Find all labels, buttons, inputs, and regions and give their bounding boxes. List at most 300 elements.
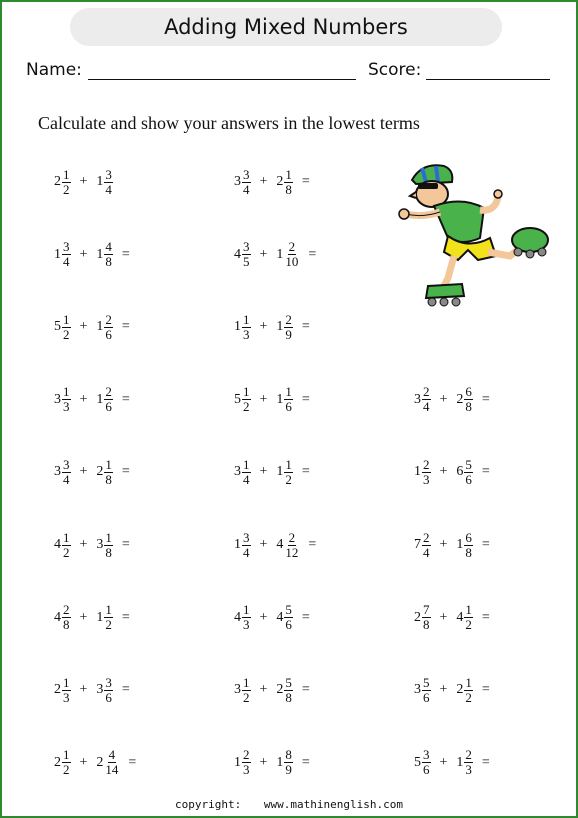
fraction — [62, 385, 71, 414]
whole-part: 1 — [276, 391, 284, 407]
fraction — [242, 385, 251, 414]
mixed-number — [96, 313, 113, 342]
mixed-number — [96, 458, 113, 487]
problem — [234, 673, 310, 707]
denominator: 2 — [243, 689, 250, 705]
denominator: 10 — [285, 254, 299, 270]
fraction — [242, 676, 251, 705]
fraction — [242, 240, 251, 269]
problem — [234, 165, 310, 199]
fraction — [464, 748, 473, 777]
denominator: 2 — [63, 326, 70, 342]
mixed-number — [414, 748, 431, 777]
numerator: 1 — [105, 602, 112, 618]
plus-sign: + — [259, 319, 268, 335]
numerator: 1 — [63, 674, 70, 690]
mixed-number — [456, 458, 473, 487]
whole-part: 1 — [96, 246, 104, 262]
denominator: 9 — [285, 326, 292, 342]
plus-sign: + — [79, 319, 88, 335]
whole-part: 2 — [276, 682, 284, 698]
denominator: 8 — [423, 617, 430, 633]
name-field[interactable] — [88, 79, 356, 80]
whole-part: 2 — [54, 174, 61, 189]
numerator: 2 — [423, 529, 430, 545]
fraction — [104, 748, 119, 777]
numerator: 3 — [423, 747, 430, 763]
numerator: 2 — [423, 456, 430, 472]
fraction — [464, 676, 473, 705]
plus-sign: + — [439, 682, 448, 698]
denominator: 2 — [285, 471, 292, 487]
mixed-number — [456, 531, 473, 560]
numerator: 8 — [285, 747, 292, 763]
mixed-number — [54, 385, 71, 414]
equals-sign: = — [121, 464, 130, 480]
denominator: 6 — [105, 689, 112, 705]
equals-sign: = — [481, 682, 490, 698]
denominator: 2 — [243, 399, 250, 415]
problem — [414, 746, 490, 780]
denominator: 2 — [63, 762, 70, 778]
denominator: 8 — [285, 181, 292, 197]
denominator: 4 — [243, 471, 250, 487]
problem — [54, 238, 130, 272]
numerator: 1 — [105, 456, 112, 472]
denominator: 8 — [285, 689, 292, 705]
plus-sign: + — [79, 609, 88, 625]
fraction — [242, 603, 251, 632]
numerator: 1 — [243, 602, 250, 618]
numerator: 4 — [105, 239, 112, 255]
fraction — [62, 240, 71, 269]
whole-part: 7 — [414, 537, 421, 552]
mixed-number — [276, 313, 293, 342]
numerator: 5 — [285, 674, 292, 690]
fraction — [284, 603, 293, 632]
whole-part: 5 — [414, 754, 421, 770]
footer-website-link[interactable]: www.mathinenglish.com — [263, 798, 403, 811]
problem — [54, 746, 136, 780]
fraction — [422, 676, 431, 705]
numerator: 1 — [285, 384, 292, 400]
denominator: 6 — [423, 762, 430, 778]
plus-sign: + — [259, 174, 268, 189]
problem — [234, 310, 310, 344]
numerator: 2 — [105, 384, 112, 400]
equals-sign: = — [121, 391, 130, 407]
whole-part: 2 — [54, 754, 61, 770]
plus-sign: + — [439, 609, 448, 625]
footer — [0, 798, 578, 811]
fraction — [62, 168, 71, 197]
plus-sign: + — [79, 174, 88, 189]
plus-sign: + — [259, 682, 268, 698]
equals-sign: = — [121, 609, 130, 625]
fraction — [284, 748, 293, 777]
fraction — [104, 603, 113, 632]
numerator: 1 — [285, 166, 292, 182]
plus-sign: + — [439, 464, 448, 480]
numerator: 2 — [465, 747, 472, 763]
mixed-number — [456, 748, 473, 777]
equals-sign: = — [481, 609, 490, 625]
plus-sign: + — [259, 754, 268, 770]
mixed-number — [54, 458, 71, 487]
problem — [54, 528, 130, 562]
numerator: 1 — [63, 529, 70, 545]
mixed-number — [456, 676, 473, 705]
equals-sign: = — [301, 609, 310, 625]
denominator: 2 — [63, 544, 70, 560]
denominator: 4 — [63, 471, 70, 487]
fraction — [284, 313, 293, 342]
whole-part: 3 — [414, 391, 421, 407]
numerator: 1 — [243, 456, 250, 472]
problem — [414, 673, 490, 707]
mixed-number — [234, 603, 251, 632]
fraction — [242, 748, 251, 777]
whole-part: 1 — [456, 537, 464, 552]
fraction — [284, 676, 293, 705]
mixed-number — [276, 385, 293, 414]
fraction — [422, 531, 431, 560]
problem — [54, 165, 113, 199]
fraction — [464, 531, 473, 560]
problem — [234, 601, 310, 635]
numerator: 1 — [63, 747, 70, 763]
whole-part: 3 — [234, 682, 241, 698]
denominator: 6 — [285, 399, 292, 415]
equals-sign: = — [301, 174, 310, 189]
mixed-number — [234, 531, 251, 560]
numerator: 3 — [243, 529, 250, 545]
whole-part: 3 — [234, 464, 241, 480]
plus-sign: + — [79, 754, 88, 770]
mixed-number — [96, 748, 119, 777]
mixed-number — [96, 603, 113, 632]
numerator: 2 — [288, 529, 296, 545]
whole-part: 2 — [96, 754, 104, 770]
numerator: 3 — [63, 239, 70, 255]
whole-part: 4 — [276, 609, 284, 625]
fraction — [62, 676, 71, 705]
numerator: 6 — [465, 384, 472, 400]
plus-sign: + — [439, 391, 448, 407]
problem — [414, 383, 490, 417]
fraction — [464, 385, 473, 414]
mixed-number — [414, 676, 431, 705]
fraction — [242, 458, 251, 487]
equals-sign: = — [301, 464, 310, 480]
whole-part: 4 — [456, 609, 464, 625]
problem — [414, 455, 490, 489]
equals-sign: = — [308, 537, 317, 552]
mixed-number — [54, 676, 71, 705]
mixed-number — [54, 168, 71, 197]
whole-part: 3 — [54, 464, 61, 480]
equals-sign: = — [481, 537, 490, 552]
problem — [414, 601, 490, 635]
fraction — [422, 748, 431, 777]
fraction — [104, 531, 113, 560]
equals-sign: = — [301, 754, 310, 770]
equals-sign: = — [308, 246, 317, 262]
denominator: 2 — [465, 617, 472, 633]
denominator: 6 — [105, 326, 112, 342]
fraction — [422, 385, 431, 414]
equals-sign: = — [301, 682, 310, 698]
mixed-number — [96, 676, 113, 705]
whole-part: 3 — [234, 174, 241, 189]
problem — [234, 383, 310, 417]
whole-part: 2 — [276, 174, 284, 189]
whole-part: 5 — [234, 391, 241, 407]
plus-sign: + — [79, 391, 88, 407]
mixed-number — [234, 385, 251, 414]
mixed-number — [96, 240, 113, 269]
equals-sign: = — [481, 391, 490, 407]
equals-sign: = — [121, 246, 130, 262]
numerator: 1 — [465, 602, 472, 618]
denominator: 8 — [105, 471, 112, 487]
problem — [234, 528, 316, 562]
problem — [54, 455, 130, 489]
numerator: 1 — [63, 166, 70, 182]
whole-part: 2 — [456, 682, 464, 698]
plus-sign: + — [439, 537, 448, 552]
whole-part: 4 — [54, 609, 61, 625]
fraction — [104, 313, 113, 342]
numerator: 2 — [105, 311, 112, 327]
mixed-number — [234, 313, 251, 342]
fraction — [62, 313, 71, 342]
numerator: 1 — [63, 384, 70, 400]
score-label: Score: — [368, 60, 422, 80]
whole-part: 1 — [276, 464, 284, 480]
footer-copyright: copyright: — [175, 798, 242, 811]
denominator: 6 — [423, 689, 430, 705]
denominator: 6 — [105, 399, 112, 415]
mixed-number — [234, 748, 251, 777]
fraction — [104, 168, 113, 197]
fraction — [62, 531, 71, 560]
denominator: 14 — [105, 762, 119, 778]
plus-sign: + — [79, 464, 88, 480]
problem — [414, 528, 490, 562]
mixed-number — [456, 603, 473, 632]
whole-part: 1 — [414, 464, 421, 480]
numerator: 7 — [423, 602, 430, 618]
numerator: 1 — [285, 456, 292, 472]
mixed-number — [96, 531, 113, 560]
denominator: 4 — [423, 399, 430, 415]
numerator: 1 — [243, 674, 250, 690]
whole-part: 1 — [276, 246, 284, 262]
mixed-number — [234, 168, 251, 197]
numerator: 4 — [108, 747, 116, 763]
whole-part: 1 — [234, 537, 241, 552]
whole-part: 3 — [414, 682, 421, 698]
mixed-number — [456, 385, 473, 414]
mixed-number — [96, 168, 113, 197]
problem — [54, 673, 130, 707]
fraction — [104, 240, 113, 269]
instructions: Calculate and show your answers in the lowest terms — [38, 113, 420, 133]
score-field[interactable] — [426, 79, 550, 80]
whole-part: 1 — [96, 609, 104, 625]
mixed-number — [276, 168, 293, 197]
fraction — [422, 458, 431, 487]
equals-sign: = — [301, 319, 310, 335]
mixed-number — [96, 385, 113, 414]
equals-sign: = — [481, 754, 490, 770]
plus-sign: + — [79, 246, 88, 262]
whole-part: 5 — [54, 319, 61, 335]
mixed-number — [234, 676, 251, 705]
mixed-number — [234, 458, 251, 487]
numerator: 1 — [243, 384, 250, 400]
denominator: 8 — [105, 544, 112, 560]
numerator: 5 — [285, 602, 292, 618]
denominator: 3 — [465, 762, 472, 778]
mixed-number — [54, 748, 71, 777]
plus-sign: + — [259, 464, 268, 480]
plus-sign: + — [259, 246, 268, 262]
fraction — [62, 458, 71, 487]
numerator: 2 — [63, 602, 70, 618]
whole-part: 4 — [234, 609, 241, 625]
whole-part: 3 — [54, 391, 61, 407]
page-title-text: Adding Mixed Numbers — [164, 15, 408, 39]
equals-sign: = — [301, 391, 310, 407]
denominator: 9 — [285, 762, 292, 778]
whole-part: 1 — [456, 754, 464, 770]
whole-part: 4 — [54, 537, 61, 552]
whole-part: 1 — [276, 754, 284, 770]
denominator: 12 — [285, 544, 299, 560]
denominator: 3 — [63, 689, 70, 705]
whole-part: 6 — [456, 464, 464, 480]
whole-part: 3 — [96, 682, 104, 698]
denominator: 3 — [243, 617, 250, 633]
equals-sign: = — [128, 754, 137, 770]
mixed-number — [54, 531, 71, 560]
numerator: 3 — [63, 456, 70, 472]
plus-sign: + — [259, 391, 268, 407]
plus-sign: + — [259, 537, 268, 552]
denominator: 8 — [63, 617, 70, 633]
mixed-number — [54, 240, 71, 269]
fraction — [284, 458, 293, 487]
denominator: 4 — [63, 254, 70, 270]
equals-sign: = — [121, 682, 130, 698]
mixed-number — [276, 603, 293, 632]
whole-part: 2 — [456, 391, 464, 407]
mixed-number — [54, 313, 71, 342]
denominator: 4 — [243, 181, 250, 197]
fraction — [62, 603, 71, 632]
whole-part: 3 — [96, 537, 104, 552]
whole-part: 1 — [96, 391, 104, 407]
numerator: 1 — [105, 529, 112, 545]
mixed-number — [276, 240, 299, 269]
fraction — [422, 603, 431, 632]
whole-part: 1 — [234, 754, 241, 770]
numerator: 3 — [105, 674, 112, 690]
problem — [54, 310, 130, 344]
whole-part: 4 — [276, 537, 284, 552]
denominator: 2 — [465, 689, 472, 705]
roller-skater-illustration — [392, 160, 552, 308]
fraction — [62, 748, 71, 777]
mixed-number — [276, 531, 299, 560]
denominator: 3 — [63, 399, 70, 415]
numerator: 1 — [63, 311, 70, 327]
denominator: 6 — [465, 471, 472, 487]
whole-part: 1 — [96, 174, 104, 189]
numerator: 2 — [243, 747, 250, 763]
mixed-number — [414, 603, 431, 632]
name-label: Name: — [26, 60, 82, 80]
denominator: 8 — [465, 544, 472, 560]
numerator: 5 — [465, 456, 472, 472]
denominator: 3 — [243, 762, 250, 778]
mixed-number — [276, 458, 293, 487]
denominator: 4 — [423, 544, 430, 560]
problem — [54, 383, 130, 417]
page-title — [70, 8, 502, 46]
whole-part: 4 — [234, 246, 241, 262]
fraction — [242, 168, 251, 197]
fraction — [464, 603, 473, 632]
denominator: 8 — [465, 399, 472, 415]
fraction — [284, 168, 293, 197]
fraction — [242, 313, 251, 342]
mixed-number — [414, 531, 431, 560]
numerator: 2 — [423, 384, 430, 400]
plus-sign: + — [79, 537, 88, 552]
mixed-number — [54, 603, 71, 632]
numerator: 1 — [243, 311, 250, 327]
equals-sign: = — [481, 464, 490, 480]
whole-part: 2 — [96, 464, 104, 480]
numerator: 2 — [288, 239, 296, 255]
mixed-number — [276, 748, 293, 777]
whole-part: 1 — [234, 319, 241, 335]
mixed-number — [276, 676, 293, 705]
fraction — [284, 240, 299, 269]
fraction — [464, 458, 473, 487]
numerator: 6 — [465, 529, 472, 545]
numerator: 3 — [243, 166, 250, 182]
equals-sign: = — [121, 319, 130, 335]
whole-part: 1 — [96, 319, 104, 335]
denominator: 3 — [423, 471, 430, 487]
numerator: 2 — [285, 311, 292, 327]
whole-part: 2 — [54, 682, 61, 698]
numerator: 3 — [105, 166, 112, 182]
denominator: 2 — [105, 617, 112, 633]
fraction — [104, 676, 113, 705]
equals-sign: = — [121, 537, 130, 552]
whole-part: 2 — [414, 609, 421, 625]
denominator: 3 — [243, 326, 250, 342]
denominator: 2 — [63, 181, 70, 197]
numerator: 1 — [465, 674, 472, 690]
fraction — [284, 531, 299, 560]
mixed-number — [414, 385, 431, 414]
